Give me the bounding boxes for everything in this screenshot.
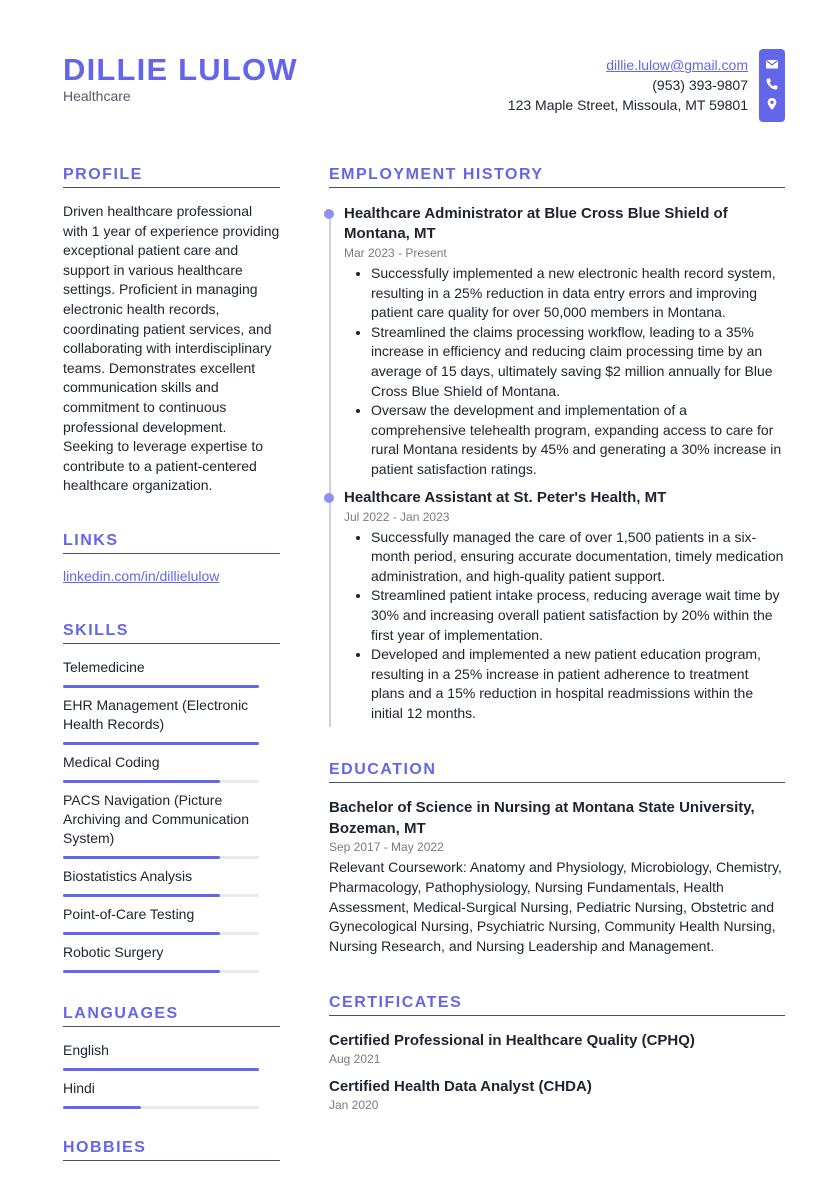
left-column [63, 166, 280, 1175]
certificate-date: Aug 2021 [329, 1052, 381, 1067]
candidate-name: DILLIE LULOW [63, 52, 298, 87]
certificate-entry [329, 1030, 785, 1066]
skill-name: Biostatistics Analysis [63, 867, 193, 884]
education-title: Bachelor of Science in Nursing at Montana State University, Bozeman, MT [329, 799, 755, 838]
contact-icon-bar [759, 49, 785, 122]
skill-item [63, 905, 280, 935]
employment-timeline [329, 204, 785, 723]
education-entry [329, 797, 785, 956]
job-date: Jul 2022 - Jan 2023 [344, 509, 450, 524]
language-name: Hindi [63, 1079, 95, 1096]
email-link[interactable]: dillie.lulow@gmail.com [606, 57, 748, 73]
job-bullet: • Streamlined the claims processing workflow, leading to a 35% increase in efficiency and reducing claim processing time by an average of 15 days, ultimately saving $2 million annually for Blue Cross Blue Shield of Montana. [371, 323, 785, 401]
languages-section [63, 1005, 280, 1109]
language-level-bar [63, 1068, 259, 1071]
right-column [329, 166, 785, 1122]
skill-level-fill [63, 970, 220, 973]
skill-item [63, 696, 280, 745]
phone-icon [765, 77, 779, 91]
job-title: Healthcare [63, 88, 131, 104]
certificates-heading: CERTIFICATES [329, 994, 785, 1016]
job-title: Healthcare Administrator at Blue Cross Blue Shield of Montana, MT [344, 205, 728, 242]
skill-level-fill [63, 685, 259, 688]
certificate-title: Certified Professional in Healthcare Quality (CPHQ) [329, 1032, 695, 1050]
employment-entry [329, 488, 785, 724]
skill-name: Robotic Surgery [63, 943, 164, 960]
skill-item [63, 753, 280, 783]
employment-heading: EMPLOYMENT HISTORY [329, 166, 785, 188]
skill-item [63, 658, 280, 688]
links-section [63, 532, 280, 586]
education-heading: EDUCATION [329, 761, 785, 783]
skill-name: EHR Management (Electronic Health Records) [63, 696, 249, 732]
certificates-section [329, 994, 785, 1112]
certificates-list [329, 1030, 785, 1112]
map-pin-icon [765, 97, 779, 111]
skill-level-bar [63, 780, 259, 783]
job-bullet: • Oversaw the development and implementation of a comprehensive telehealth program, expanding access to care for rural Montana residents by 45% and generating a 30% increase in patient satisfaction ratings. [371, 401, 785, 479]
profile-section [63, 166, 280, 496]
address: 123 Maple Street, Missoula, MT 59801 [507, 97, 748, 113]
links-heading: LINKS [63, 532, 280, 554]
envelope-icon [765, 57, 779, 71]
skills-heading: SKILLS [63, 622, 280, 644]
language-item [63, 1041, 280, 1071]
skills-list [63, 658, 280, 973]
skill-level-bar [63, 742, 259, 745]
skill-level-bar [63, 932, 259, 935]
skill-level-bar [63, 970, 259, 973]
profile-text: Driven healthcare professional with 1 year of experience providing exceptional patient care and support in various healthcare settings. Proficient in managing electronic health records, coordinating patient services, and collaborating with interdisciplinary teams. Demonstrates excellent communication skills and commitment to continuous professional development. Seeking to leverage expertise to contribute to a patient-centered healthcare organization. [63, 203, 280, 494]
contact-info [508, 55, 748, 115]
employment-entry [329, 204, 785, 480]
timeline-dot [324, 209, 334, 219]
job-bullets [344, 264, 785, 480]
phone-number: (953) 393-9807 [652, 77, 748, 93]
skill-level-fill [63, 780, 220, 783]
job-bullet: • Successfully managed the care of over 1,500 patients in a six-month period, ensuring accurate documentation, timely medication administration, and high-quality patient support. [371, 528, 785, 587]
employment-section [329, 166, 785, 723]
certificate-date: Jan 2020 [329, 1098, 379, 1113]
timeline-dot [324, 493, 334, 503]
skill-level-fill [63, 894, 220, 897]
skill-name: PACS Navigation (Picture Archiving and Communication System) [63, 791, 249, 846]
job-bullet: • Streamlined patient intake process, reducing average wait time by 30% and increasing overall patient satisfaction by 20% within the first year of implementation. [371, 586, 785, 645]
skill-level-fill [63, 856, 220, 859]
job-bullets [344, 528, 785, 724]
skill-item [63, 867, 280, 897]
education-description: Relevant Coursework: Anatomy and Physiology, Microbiology, Chemistry, Pharmacology, Pathophysiology, Nursing Fundamentals, Health Assessment, Medical-Surgical Nursing, Pediatric Nursing, Obstetric and Gynecological Nursing, Psychiatric Nursing, Community Health Nursing, Nursing Research, and Nursing Leadership and Management. [329, 859, 782, 954]
certificate-entry [329, 1076, 785, 1112]
skills-section [63, 622, 280, 973]
education-section [329, 761, 785, 956]
skill-item [63, 791, 280, 859]
skill-level-fill [63, 742, 259, 745]
skill-level-bar [63, 685, 259, 688]
education-date: Sep 2017 - May 2022 [329, 840, 444, 855]
hobbies-section [63, 1139, 280, 1161]
languages-list [63, 1041, 280, 1109]
hobbies-heading: HOBBIES [63, 1139, 280, 1161]
language-name: English [63, 1041, 109, 1058]
job-date: Mar 2023 - Present [344, 246, 447, 260]
job-title: Healthcare Assistant at St. Peter's Health, MT [344, 488, 667, 506]
skill-item [63, 943, 280, 973]
languages-heading: LANGUAGES [63, 1005, 280, 1027]
skill-name: Medical Coding [63, 753, 160, 770]
certificate-title: Certified Health Data Analyst (CHDA) [329, 1078, 592, 1096]
skill-name: Telemedicine [63, 658, 145, 675]
skill-level-bar [63, 894, 259, 897]
skill-level-bar [63, 856, 259, 859]
skill-name: Point-of-Care Testing [63, 905, 195, 922]
profile-heading: PROFILE [63, 166, 280, 188]
skill-level-fill [63, 932, 220, 935]
language-level-fill [63, 1068, 259, 1071]
language-level-fill [63, 1106, 141, 1109]
language-item [63, 1079, 280, 1109]
job-bullet: • Successfully implemented a new electronic health record system, resulting in a 25% reduction in data entry errors and improving patient care quality for over 50,000 members in Montana. [371, 264, 785, 323]
language-level-bar [63, 1106, 259, 1109]
linkedin-link[interactable]: linkedin.com/in/dillielulow [63, 567, 220, 584]
job-bullet: • Developed and implemented a new patient education program, resulting in a 25% increase in patient adherence to treatment plans and a 15% reduction in hospital readmissions within the initial 12 months. [371, 645, 785, 723]
